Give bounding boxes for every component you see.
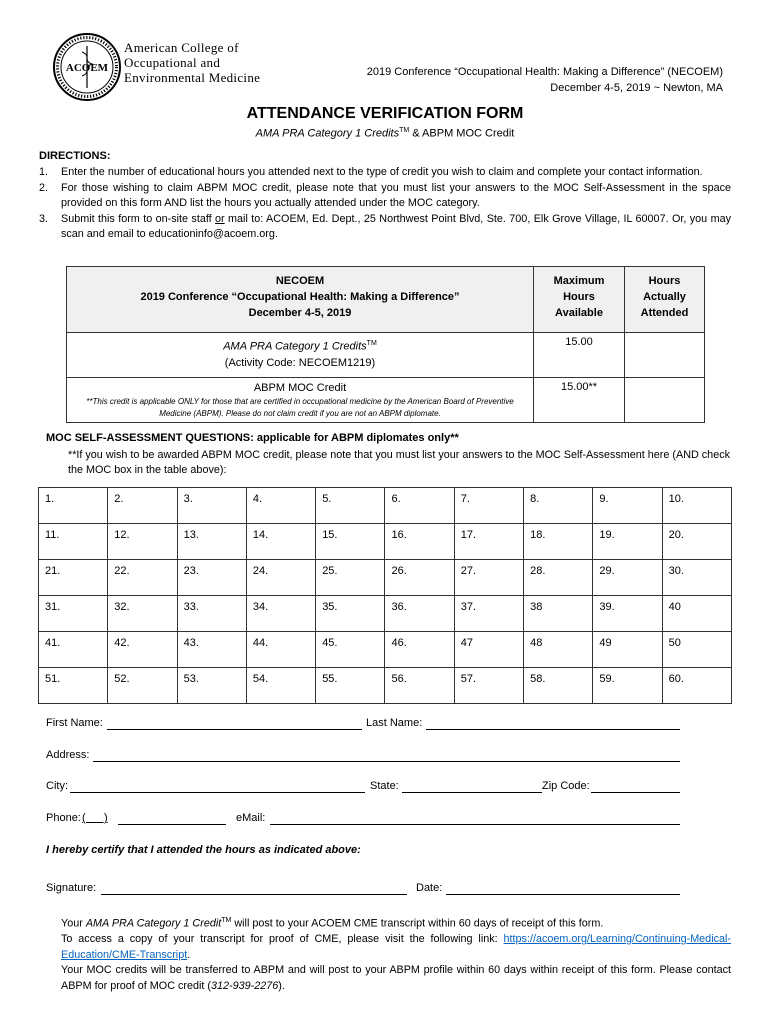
answer-cell[interactable]: 44. [246, 632, 315, 668]
answer-cell[interactable]: 2. [108, 488, 177, 524]
signature-input[interactable] [101, 883, 407, 895]
answer-cell[interactable]: 29. [593, 560, 662, 596]
first-name-input[interactable] [107, 718, 362, 730]
moc-hours-input[interactable] [625, 378, 705, 423]
answer-cell[interactable]: 57. [454, 668, 523, 704]
last-name-input[interactable] [426, 718, 680, 730]
footer-tm: TM [221, 917, 232, 924]
page-subtitle [0, 127, 770, 140]
ama-credit-name: AMA PRA Category 1 Credits [223, 340, 367, 353]
cme-transcript-link[interactable]: https://acoem.org/Learning/Continuing-Medical-Education/CME-Transcript [61, 933, 731, 961]
answer-cell[interactable]: 8. [524, 488, 593, 524]
org-line: American College of [124, 40, 239, 55]
answer-cell[interactable]: 58. [524, 668, 593, 704]
footer-notes [61, 913, 731, 994]
credits-header-cell [67, 267, 534, 333]
answers-row [39, 632, 732, 668]
answer-cell[interactable]: 26. [385, 560, 454, 596]
answer-cell[interactable]: 32. [108, 596, 177, 632]
credits-header-line: 2019 Conference “Occupational Health: Making a Difference” [140, 291, 460, 303]
answers-row [39, 596, 732, 632]
address-label: Address: [46, 749, 90, 761]
date-input[interactable] [446, 883, 680, 895]
abpm-phone: 312-939-2276 [211, 979, 279, 992]
answer-cell[interactable]: 54. [246, 668, 315, 704]
first-name-label: First Name: [46, 717, 103, 729]
conference-dates: December 4-5, 2019 ~ Newton, MA [550, 82, 723, 94]
directions-list [39, 165, 731, 243]
acoem-logo [52, 32, 122, 102]
footer-transcript-note [61, 932, 731, 963]
direction-number: 3. [39, 212, 49, 225]
answer-cell[interactable]: 25. [316, 560, 385, 596]
direction-item [39, 165, 731, 181]
answer-cell[interactable]: 60. [662, 668, 731, 704]
answer-cell[interactable]: 3. [177, 488, 246, 524]
city-label: City: [46, 780, 68, 792]
answers-row [39, 488, 732, 524]
footer-moc-note [61, 963, 731, 994]
answer-cell[interactable]: 37. [454, 596, 523, 632]
footer-text: Your MOC credits will be transferred to ABPM and will post to your ABPM profile within 60 days within receipt of this form. Please contact ABPM for proof of MOC credit ( [61, 964, 731, 992]
hours-attended-header-line: Hours [648, 275, 681, 287]
answer-cell[interactable]: 59. [593, 668, 662, 704]
certification-statement: I hereby certify that I attended the hours as indicated above: [46, 844, 361, 856]
footer-ama-credit: AMA PRA Category 1 Credit [85, 917, 222, 930]
subtitle-tm: TM [399, 127, 410, 134]
answer-cell[interactable]: 24. [246, 560, 315, 596]
answer-cell[interactable]: 41. [39, 632, 108, 668]
answer-cell[interactable]: 15. [316, 524, 385, 560]
direction-text: Enter the number of educational hours you attended next to the type of credit you wish to claim and complete your contact information. [61, 166, 703, 178]
date-label: Date: [416, 882, 443, 894]
org-line: Environmental Medicine [124, 70, 261, 85]
direction-number: 2. [39, 181, 49, 194]
credits-header-line: NECOEM [275, 275, 325, 287]
ama-credit-label [67, 333, 534, 378]
svg-text:ACOEM: ACOEM [65, 62, 109, 74]
max-hours-header-line: Available [555, 307, 603, 319]
answer-cell[interactable]: 49 [593, 632, 662, 668]
org-line: Occupational and [124, 55, 221, 70]
footer-text: ). [278, 979, 285, 992]
phone-input[interactable] [118, 813, 226, 825]
moc-note: **If you wish to be awarded ABPM MOC credit, please note that you must list your answers to the MOC Self-Assessment here (AND check the MOC box in the table above): [68, 449, 730, 476]
answer-cell[interactable]: 35. [316, 596, 385, 632]
answer-cell[interactable]: 34. [246, 596, 315, 632]
moc-answers-table [38, 487, 732, 704]
max-hours-header [534, 267, 625, 333]
answer-cell[interactable]: 23. [177, 560, 246, 596]
direction-text: mail to: ACOEM, Ed. Dept., 25 Northwest Point Blvd, Ste. 700, Elk Grove Village, IL 60007. Or, you may scan and email to educationinfo@acoem.org. [61, 212, 731, 240]
answer-cell[interactable]: 4. [246, 488, 315, 524]
phone-area-code: ( ) [82, 812, 108, 824]
conference-info [320, 64, 723, 96]
answer-cell[interactable]: 53. [177, 668, 246, 704]
answer-cell[interactable]: 18. [524, 524, 593, 560]
answer-cell[interactable]: 17. [454, 524, 523, 560]
conference-title: 2019 Conference “Occupational Health: Making a Difference” (NECOEM) [366, 66, 723, 78]
ama-hours-input[interactable] [625, 333, 705, 378]
acoem-seal-icon [52, 32, 122, 102]
answer-cell[interactable]: 40 [662, 596, 731, 632]
answer-cell[interactable]: 56. [385, 668, 454, 704]
answer-cell[interactable]: 5. [316, 488, 385, 524]
answer-cell[interactable]: 20. [662, 524, 731, 560]
answer-cell[interactable]: 27. [454, 560, 523, 596]
moc-credit-label [67, 378, 534, 423]
answer-cell[interactable]: 11. [39, 524, 108, 560]
answer-cell[interactable]: 10. [662, 488, 731, 524]
email-input[interactable] [270, 813, 680, 825]
credits-header-line: December 4-5, 2019 [248, 307, 352, 319]
credits-table [66, 266, 705, 423]
answer-cell[interactable]: 36. [385, 596, 454, 632]
answers-row [39, 524, 732, 560]
answer-cell[interactable]: 16. [385, 524, 454, 560]
signature-label: Signature: [46, 882, 97, 894]
subtitle-rest: & ABPM MOC Credit [409, 127, 515, 140]
hours-attended-header-line: Actually [643, 291, 686, 303]
state-label: State: [370, 780, 399, 792]
answers-row [39, 668, 732, 704]
footer-ama-note [61, 913, 731, 932]
answer-cell[interactable]: 12. [108, 524, 177, 560]
answer-cell[interactable]: 51. [39, 668, 108, 704]
answer-cell[interactable]: 28. [524, 560, 593, 596]
answer-cell[interactable]: 42. [108, 632, 177, 668]
footer-text: To access a copy of your transcript for proof of CME, please visit the following link: [61, 933, 504, 946]
answer-cell[interactable]: 22. [108, 560, 177, 596]
direction-number: 1. [39, 166, 49, 178]
answer-cell[interactable]: 38 [524, 596, 593, 632]
answer-cell[interactable]: 33. [177, 596, 246, 632]
answer-cell[interactable]: 48 [524, 632, 593, 668]
direction-item [39, 212, 731, 243]
answer-cell[interactable]: 43. [177, 632, 246, 668]
answer-cell[interactable]: 45. [316, 632, 385, 668]
direction-text: For those wishing to claim ABPM MOC credit, please note that you must list your answers to the MOC Self-Assessment in the space provided on this form AND list the hours you actually attended under the MOC category. [61, 181, 731, 209]
footer-text: Your [61, 917, 86, 930]
answer-cell[interactable]: 19. [593, 524, 662, 560]
zip-input[interactable] [591, 781, 680, 793]
moc-credit-note: **This credit is applicable ONLY for those that are certified in occupational medicine by the American Board of Preventive Medicine (ABPM). Please do not claim credit if you are not an ABPM diplomate. [86, 397, 514, 418]
footer-text: will post to your ACOEM CME transcript within 60 days of receipt of this form. [231, 917, 604, 930]
hours-attended-header-line: Attended [640, 307, 689, 319]
page-title: ATTENDANCE VERIFICATION FORM [246, 105, 524, 122]
credits-header-row [67, 267, 705, 333]
footer-text: . [187, 948, 191, 961]
answer-cell[interactable]: 55. [316, 668, 385, 704]
direction-text: Submit this form to on-site staff [61, 212, 216, 225]
answer-cell[interactable]: 50 [662, 632, 731, 668]
address-input[interactable] [93, 750, 680, 762]
moc-credit-row [67, 378, 705, 423]
answer-cell[interactable]: 52. [108, 668, 177, 704]
ama-credit-row [67, 333, 705, 378]
answer-cell[interactable]: 46. [385, 632, 454, 668]
directions-heading: DIRECTIONS: [39, 150, 111, 162]
answer-cell[interactable]: 30. [662, 560, 731, 596]
answer-cell[interactable]: 9. [593, 488, 662, 524]
moc-max-hours: 15.00** [534, 378, 625, 423]
answer-cell[interactable]: 13. [177, 524, 246, 560]
ama-max-hours: 15.00 [534, 333, 625, 378]
direction-or: or [215, 212, 225, 225]
zip-label: Zip Code: [542, 780, 590, 792]
hours-attended-header [625, 267, 705, 333]
moc-heading: MOC SELF-ASSESSMENT QUESTIONS: applicable for ABPM diplomates only** [46, 432, 459, 444]
last-name-label: Last Name: [366, 717, 423, 729]
moc-credit-name: ABPM MOC Credit [253, 382, 347, 394]
max-hours-header-line: Hours [563, 291, 595, 303]
answer-cell[interactable]: 6. [385, 488, 454, 524]
answer-cell[interactable]: 21. [39, 560, 108, 596]
answer-cell[interactable]: 14. [246, 524, 315, 560]
phone-label: Phone: [46, 812, 81, 824]
email-label: eMail: [236, 812, 266, 824]
answer-cell[interactable]: 7. [454, 488, 523, 524]
subtitle-ama: AMA PRA Category 1 Credits [255, 127, 400, 140]
max-hours-header-line: Maximum [553, 275, 605, 287]
answer-cell[interactable]: 39. [593, 596, 662, 632]
ama-credit-tm: TM [366, 340, 377, 347]
direction-item [39, 181, 731, 212]
city-input[interactable] [70, 781, 365, 793]
answers-row [39, 560, 732, 596]
activity-code: (Activity Code: NECOEM1219) [224, 356, 376, 369]
answer-cell[interactable]: 31. [39, 596, 108, 632]
answer-cell[interactable]: 47 [454, 632, 523, 668]
state-input[interactable] [402, 781, 542, 793]
organization-name [124, 40, 260, 85]
answer-cell[interactable]: 1. [39, 488, 108, 524]
